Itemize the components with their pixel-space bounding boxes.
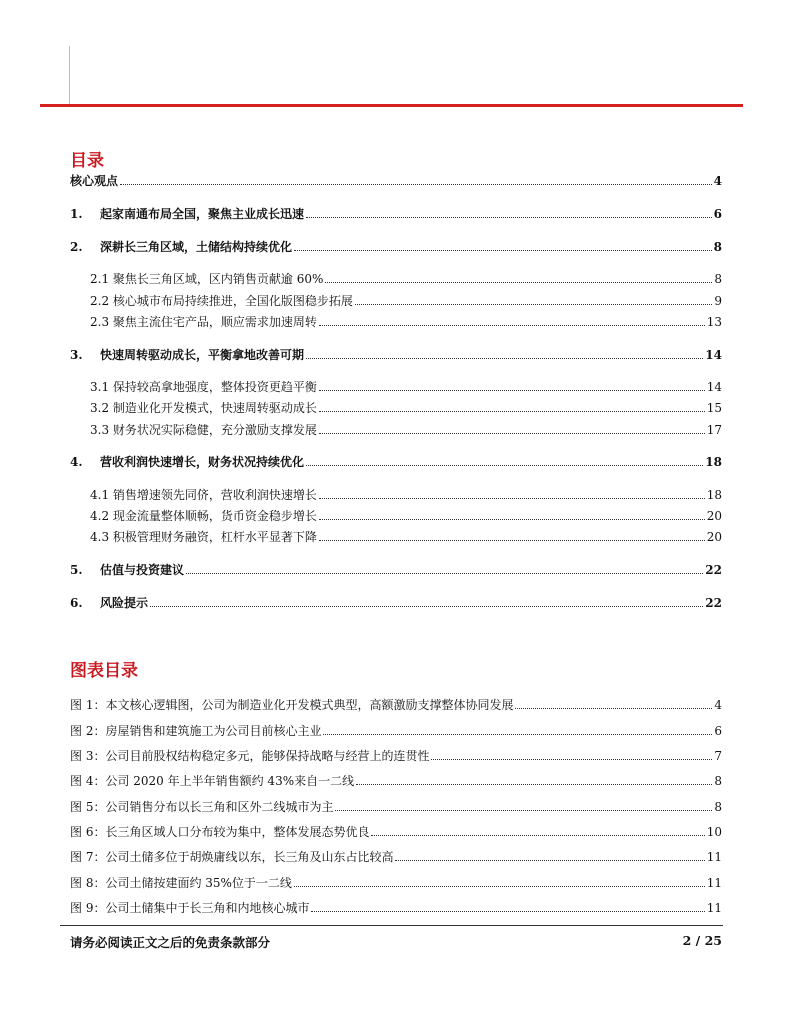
toc-entry[interactable] [90,486,722,502]
leader-dots [355,304,712,305]
figure-entry[interactable] [70,696,722,712]
figures-title: 图表目录 [70,661,138,681]
toc-entry-page: 17 [706,423,722,437]
toc-entry-text: 3.2 制造业化开发模式，快速周转驱动成长 [90,401,317,415]
toc-entry-page: 13 [706,315,722,329]
figure-entry-page: 7 [714,749,722,763]
toc-entry-page: 20 [706,509,722,523]
toc-entry[interactable] [90,292,722,308]
figure-entry-page: 6 [714,724,722,738]
toc-entry-page: 22 [705,596,722,610]
toc-entry-text: 4.2 现金流量整体顺畅，货币资金稳步增长 [90,509,317,523]
toc-entry[interactable] [90,507,722,523]
header-red-rule [40,104,743,107]
leader-dots [306,217,712,218]
toc-entry-number: 2. [70,240,83,254]
toc-entry[interactable] [70,346,722,362]
toc-entry-text: 起家南通布局全国，聚焦主业成长迅速 [100,207,305,221]
toc-entry-text: 3.1 保持较高拿地强度，整体投资更趋平衡 [90,380,317,394]
figure-entry-page: 10 [706,825,722,839]
figure-entry-text: 图 8：公司土储按建面约 35%位于一二线 [70,876,292,890]
toc-entry[interactable] [70,561,722,577]
leader-dots [325,282,712,283]
toc-entry-number: 5. [70,563,83,577]
toc-entry[interactable] [90,528,722,544]
footer-page-number: 2 / 25 [682,933,722,948]
leader-dots [319,390,705,391]
figure-entry[interactable] [70,772,722,788]
figure-entry[interactable] [70,899,722,915]
leader-dots [150,606,703,607]
figure-entry[interactable] [70,798,722,814]
toc-entry[interactable] [90,378,722,394]
toc-entry-page: 22 [705,563,722,577]
toc-entry-number: 4. [70,455,83,469]
toc-entry-number: 3. [70,348,83,362]
toc-entry-page: 8 [714,272,722,286]
toc-entry-page: 15 [706,401,722,415]
leader-dots [335,810,712,811]
figure-entry[interactable] [70,874,722,890]
toc-entry[interactable] [90,421,722,437]
figure-entry-text: 图 5：公司销售分布以长三角和区外二线城市为主 [70,800,334,814]
figure-entry-page: 11 [706,850,722,864]
toc-entry[interactable] [70,453,722,469]
toc-entry-page: 14 [705,348,722,362]
toc-entry[interactable] [70,238,722,254]
toc-entry-page: 14 [706,380,722,394]
leader-dots [311,911,704,912]
toc-entry-page: 6 [713,207,722,221]
figure-entry-page: 8 [714,800,722,814]
toc-entry-text: 2.3 聚焦主流住宅产品，顺应需求加速周转 [90,315,317,329]
leader-dots [319,540,705,541]
footer-disclaimer: 请务必阅读正文之后的免责条款部分 [70,935,271,950]
toc-entry[interactable] [90,270,722,286]
toc-entry-text: 核心观点 [70,174,119,188]
leader-dots [120,184,712,185]
toc-entry-text: 营收利润快速增长，财务状况持续优化 [100,455,305,469]
figure-entry-page: 8 [714,774,722,788]
toc-entry-page: 18 [705,455,722,469]
figure-entry-text: 图 3：公司目前股权结构稳定多元，能够保持战略与经营上的连贯性 [70,749,430,763]
toc-entry[interactable] [90,313,722,329]
figure-entry-text: 图 6：长三角区域人口分布较为集中，整体发展态势优良 [70,825,370,839]
leader-dots [319,498,705,499]
toc-entry[interactable] [70,594,722,610]
leader-dots [186,573,703,574]
toc-entry-text: 快速周转驱动成长，平衡拿地改善可期 [100,348,305,362]
figure-entry-page: 11 [706,901,722,915]
toc-entry-text: 风险提示 [100,596,149,610]
leader-dots [356,784,712,785]
toc-entry[interactable] [70,172,722,188]
toc-entry-text: 2.1 聚焦长三角区域，区内销售贡献逾 60% [90,272,324,286]
toc-entry[interactable] [70,205,722,221]
leader-dots [319,433,705,434]
figure-entry[interactable] [70,722,722,738]
toc-entry-page: 18 [706,488,722,502]
header-divider [69,46,70,104]
leader-dots [319,411,705,412]
toc-entry-text: 估值与投资建议 [100,563,185,577]
toc-entry-number: 1. [70,207,83,221]
toc-entry[interactable] [90,399,722,415]
toc-entry-text: 4.1 销售增速领先同侪，营收利润快速增长 [90,488,317,502]
figure-entry[interactable] [70,747,722,763]
figure-entry-text: 图 2：房屋销售和建筑施工为公司目前核心主业 [70,724,322,738]
leader-dots [431,759,712,760]
leader-dots [395,860,704,861]
leader-dots [294,250,712,251]
toc-title: 目录 [70,151,104,171]
figure-entry-text: 图 7：公司土储多位于胡焕庸线以东，长三角及山东占比较高 [70,850,394,864]
toc-entry-text: 2.2 核心城市布局持续推进，全国化版图稳步拓展 [90,294,353,308]
leader-dots [371,835,704,836]
leader-dots [306,358,703,359]
toc-entry-page: 8 [713,240,722,254]
figure-entry-page: 11 [706,876,722,890]
toc-entry-text: 深耕长三角区域，土储结构持续优化 [100,240,293,254]
toc-entry-text: 3.3 财务状况实际稳健，充分激励支撑发展 [90,423,317,437]
figure-entry-text: 图 9：公司土储集中于长三角和内地核心城市 [70,901,310,915]
figure-entry[interactable] [70,823,722,839]
toc-entry-number: 6. [70,596,83,610]
leader-dots [319,519,705,520]
leader-dots [515,708,712,709]
leader-dots [323,734,712,735]
footer-rule [60,925,723,926]
figure-entry-page: 4 [714,698,722,712]
toc-entry-page: 4 [713,174,722,188]
figure-entry-text: 图 1：本文核心逻辑图，公司为制造业化开发模式典型，高额激励支撑整体协同发展 [70,698,514,712]
leader-dots [319,325,705,326]
leader-dots [294,886,705,887]
toc-entry-page: 9 [714,294,722,308]
leader-dots [306,465,703,466]
figure-entry-text: 图 4：公司 2020 年上半年销售额约 43%来自一二线 [70,774,355,788]
toc-entry-page: 20 [706,530,722,544]
toc-entry-text: 4.3 积极管理财务融资，杠杆水平显著下降 [90,530,317,544]
figure-entry[interactable] [70,848,722,864]
